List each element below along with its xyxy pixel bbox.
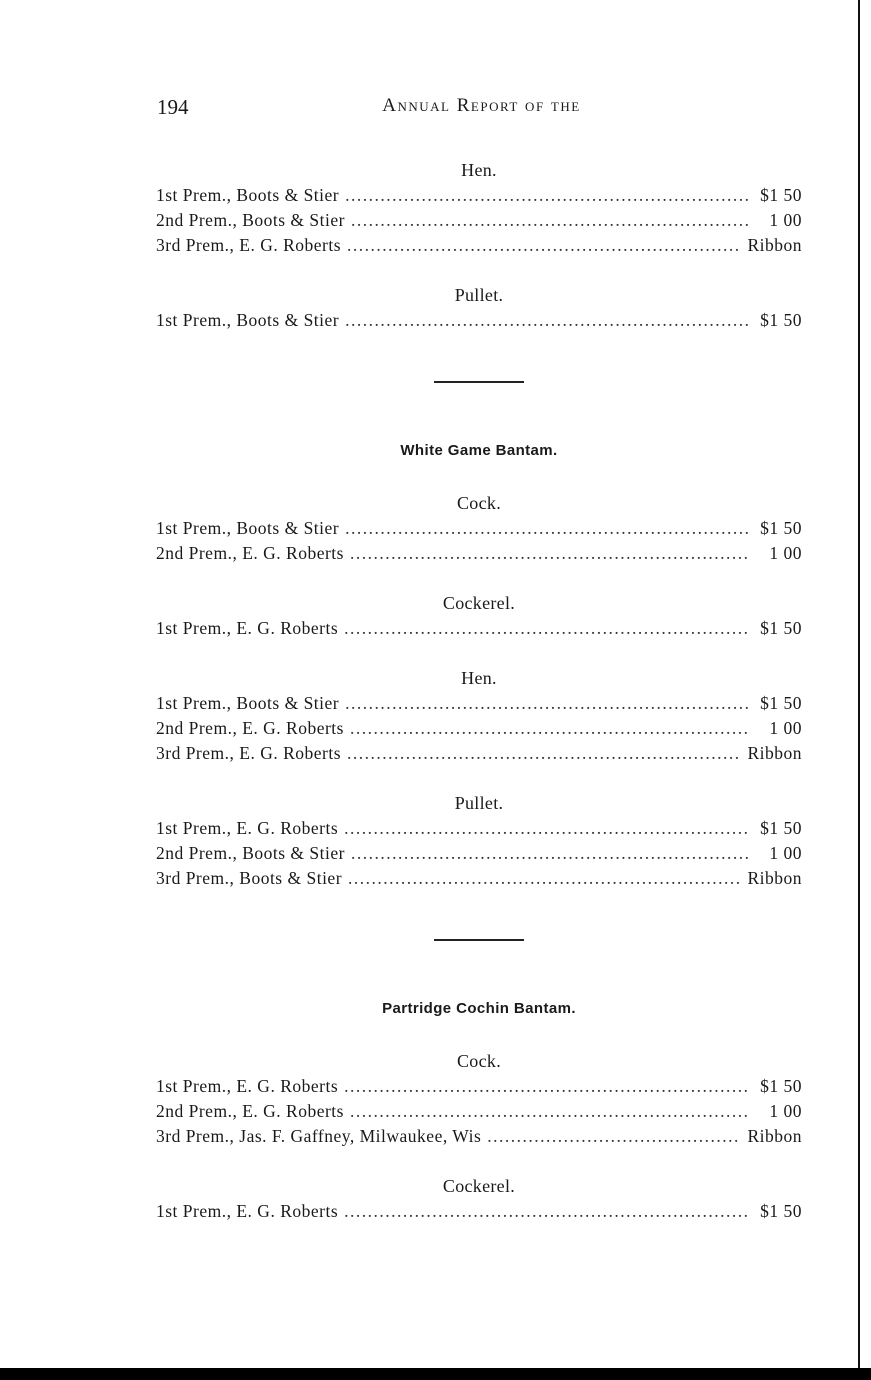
class-heading: Cock. (457, 1051, 501, 1071)
dot-leader (350, 1099, 750, 1124)
dot-leader (351, 208, 750, 233)
premium-amount: 1 00 (769, 718, 802, 738)
class-heading: Hen. (461, 668, 497, 688)
dot-leader (351, 841, 750, 866)
dot-leader (344, 816, 750, 841)
class-group (156, 283, 802, 333)
premium-entry (156, 1099, 802, 1124)
class-group (156, 158, 802, 258)
premium-winner: 1st Prem., Boots & Stier (156, 185, 340, 205)
dot-leader (347, 741, 739, 766)
premium-entry (156, 1124, 802, 1149)
premium-entry (156, 308, 802, 333)
class-heading: Cockerel. (442, 1176, 516, 1196)
premium-amount: 1 00 (769, 1101, 802, 1121)
breed-section (156, 158, 802, 333)
premium-winner: 3rd Prem., Boots & Stier (156, 868, 343, 888)
dot-leader (345, 691, 750, 716)
premium-amount: $1 50 (760, 618, 802, 638)
breed-section (156, 999, 802, 1224)
dot-leader (345, 516, 750, 541)
breed-section (156, 441, 802, 891)
premium-entry (156, 541, 802, 566)
premium-winner: 3rd Prem., E. G. Roberts (156, 743, 342, 763)
premium-winner: 1st Prem., Boots & Stier (156, 693, 340, 713)
premium-winner: 1st Prem., E. G. Roberts (156, 1076, 339, 1096)
premium-amount: $1 50 (760, 818, 802, 838)
premium-winner: 1st Prem., E. G. Roberts (156, 618, 339, 638)
premium-winner: 1st Prem., E. G. Roberts (156, 1201, 339, 1221)
premium-winner: 2nd Prem., E. G. Roberts (156, 1101, 344, 1121)
premium-winner: 2nd Prem., Boots & Stier (156, 843, 345, 863)
class-heading: Pullet. (454, 285, 504, 305)
premium-amount: Ribbon (747, 1126, 802, 1146)
class-group (156, 666, 802, 766)
dot-leader (344, 616, 750, 641)
class-group (156, 791, 802, 891)
premium-amount: Ribbon (747, 868, 802, 888)
premium-amount: $1 50 (760, 310, 802, 330)
dot-leader (344, 1199, 750, 1224)
premium-amount: 1 00 (769, 543, 802, 563)
premium-entry (156, 691, 802, 716)
scan-bottom-band (0, 1368, 871, 1380)
premium-list (156, 158, 802, 1249)
premium-entry (156, 233, 802, 258)
class-heading: Pullet. (454, 793, 504, 813)
premium-amount: $1 50 (760, 185, 802, 205)
premium-amount: 1 00 (769, 843, 802, 863)
class-heading: Hen. (461, 160, 497, 180)
premium-amount: $1 50 (760, 1076, 802, 1096)
premium-winner: 2nd Prem., E. G. Roberts (156, 543, 344, 563)
breed-title: Partridge Cochin Bantam. (382, 1000, 576, 1017)
premium-winner: 2nd Prem., E. G. Roberts (156, 718, 344, 738)
premium-entry (156, 816, 802, 841)
premium-amount: 1 00 (769, 210, 802, 230)
class-heading: Cockerel. (442, 593, 516, 613)
class-group (156, 491, 802, 566)
dot-leader (350, 716, 750, 741)
premium-amount: $1 50 (760, 693, 802, 713)
premium-winner: 2nd Prem., Boots & Stier (156, 210, 345, 230)
premium-entry (156, 1074, 802, 1099)
class-group (156, 591, 802, 641)
premium-entry (156, 183, 802, 208)
dot-leader (344, 1074, 750, 1099)
premium-amount: Ribbon (747, 235, 802, 255)
page-edge-rule (858, 0, 860, 1368)
premium-entry (156, 208, 802, 233)
premium-amount: $1 50 (760, 518, 802, 538)
premium-amount: Ribbon (747, 743, 802, 763)
premium-winner: 1st Prem., Boots & Stier (156, 310, 340, 330)
premium-entry (156, 616, 802, 641)
dot-leader (345, 308, 750, 333)
premium-entry (156, 741, 802, 766)
dot-leader (347, 233, 739, 258)
premium-entry (156, 866, 802, 891)
section-divider (434, 939, 524, 941)
premium-entry (156, 516, 802, 541)
premium-winner: 3rd Prem., Jas. F. Gaffney, Milwaukee, Wis (156, 1126, 482, 1146)
premium-winner: 1st Prem., Boots & Stier (156, 518, 340, 538)
premium-winner: 3rd Prem., E. G. Roberts (156, 235, 342, 255)
dot-leader (345, 183, 750, 208)
class-heading: Cock. (457, 493, 501, 513)
premium-entry (156, 841, 802, 866)
premium-amount: $1 50 (760, 1201, 802, 1221)
premium-entry (156, 716, 802, 741)
page-number: 194 (157, 95, 189, 119)
section-divider (434, 381, 524, 383)
dot-leader (487, 1124, 739, 1149)
premium-winner: 1st Prem., E. G. Roberts (156, 818, 339, 838)
class-group (156, 1174, 802, 1224)
dot-leader (348, 866, 739, 891)
page-header (157, 95, 802, 121)
dot-leader (350, 541, 750, 566)
class-group (156, 1049, 802, 1149)
breed-title: White Game Bantam. (400, 442, 558, 459)
running-head: Annual Report of the (382, 95, 581, 116)
premium-entry (156, 1199, 802, 1224)
